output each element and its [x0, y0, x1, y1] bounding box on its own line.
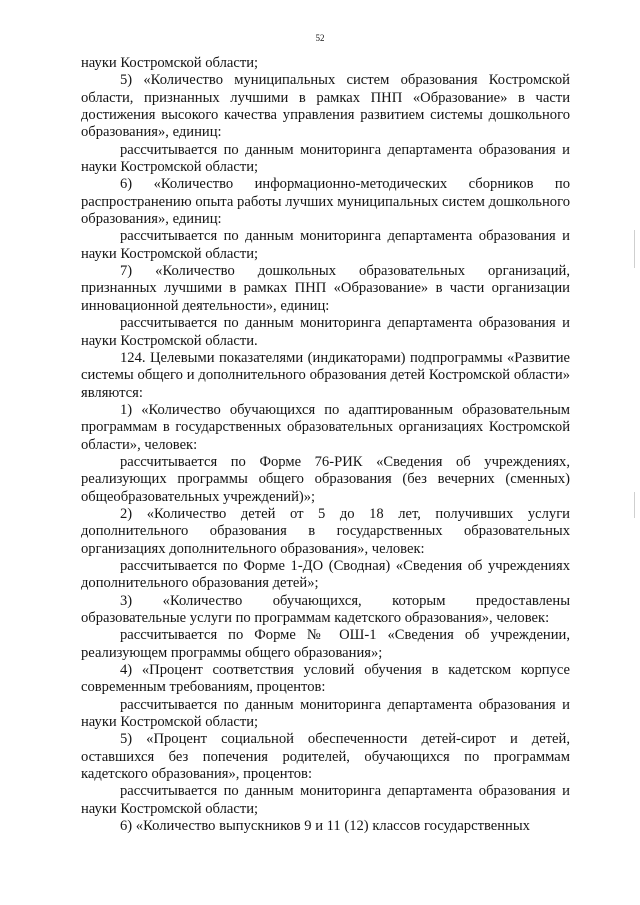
paragraph-11: рассчитывается по Форме 1-ДО (Сводная) «Сведения об учреждениях дополнительного образования детей»; — [81, 557, 570, 592]
paragraph-5: 7) «Количество дошкольных образовательных организаций, признанных лучшими в рамках ПНП «Образование» в части организации инновационной деятельности», единиц: — [81, 263, 570, 314]
scan-edge-mark — [634, 230, 635, 268]
scan-edge-mark — [634, 492, 635, 518]
paragraph-9: рассчитывается по Форме 76-РИК «Сведения об учреждениях, реализующих программы общего образования (без вечерних (сменных) общеобразовательных учреждений)»; — [81, 453, 570, 505]
paragraph-3: 6) «Количество информационно-методических сборников по распространению опыта работы лучших муниципальных систем дошкольного образования», единиц: — [81, 176, 570, 228]
paragraph-8: 1) «Количество обучающихся по адаптированным образовательным программам в государственных образовательных организациях Костромской области», человек: — [81, 401, 570, 453]
paragraph-0: науки Костромской области; — [81, 55, 259, 71]
paragraph-1: 5) «Количество муниципальных систем образования Костромской области, признанных лучшими в рамках ПНП «Образование» в части достижения высокого качества управления развитием системы дошкольного образования», единиц: — [81, 72, 570, 141]
document-body — [81, 55, 570, 835]
paragraph-10: 2) «Количество детей от 5 до 18 лет, получивших услуги дополнительного образования в государственных образовательных организациях дополнительного образования», человек: — [81, 505, 570, 557]
paragraph-2: рассчитывается по данным мониторинга департамента образования и науки Костромской области; — [81, 141, 570, 176]
paragraph-15: рассчитывается по данным мониторинга департамента образования и науки Костромской области; — [81, 696, 570, 731]
paragraph-18: 6) «Количество выпускников 9 и 11 (12) классов государственных — [120, 818, 530, 835]
paragraph-16: 5) «Процент социальной обеспеченности детей-сирот и детей, оставшихся без попечения родителей, обучающихся по программам кадетского образования», процентов: — [81, 731, 570, 783]
paragraph-13: рассчитывается по Форме № ОШ-1 «Сведения об учреждении, реализующем программы общего образования»; — [81, 627, 570, 661]
paragraph-7: 124. Целевыми показателями (индикаторами) подпрограммы «Развитие системы общего и дополнительного образования детей Костромской области» являются: — [81, 349, 570, 401]
paragraph-17: рассчитывается по данным мониторинга департамента образования и науки Костромской области; — [81, 783, 570, 817]
paragraph-14: 4) «Процент соответствия условий обучения в кадетском корпусе современным требованиям, процентов: — [81, 662, 570, 696]
paragraph-4: рассчитывается по данным мониторинга департамента образования и науки Костромской области; — [81, 228, 570, 262]
paragraph-6: рассчитывается по данным мониторинга департамента образования и науки Костромской области. — [81, 315, 570, 349]
page-number: 52 — [315, 33, 325, 43]
paragraph-12: 3) «Количество обучающихся, которым предоставлены образовательные услуги по программам кадетского образования», человек: — [81, 592, 570, 626]
